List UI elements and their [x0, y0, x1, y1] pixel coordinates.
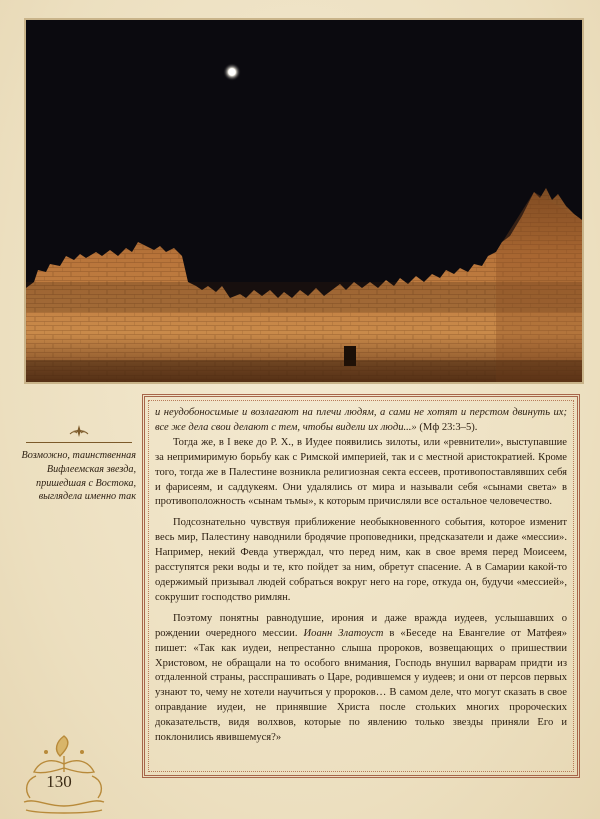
- paragraph-quote-end: [155, 406, 567, 436]
- caption-rule: [26, 442, 132, 443]
- photo-caption: [20, 449, 138, 504]
- text-run: в «Беседе на Евангелие от Матфея» пишет: «Так как иудеи, непрестанно слыша пророков, возвещающих о пришествии Христовом, не обращали на то особого внимания, Господь внушил варварам придти из отдаленной страны, расспрашивать о Царе, родившемся у иудеев; и они от персов первых узнают то, чему не хотели научиться у пророков… В самом деле, что могут сказать в свое оправдание иудеи, не принявшие Христа после стольких многих пророческих доказательств, видя волхвов, которые по явлению только звезды приняли Его и поклонились явившемуся?»: [155, 627, 567, 744]
- night-walls-photo: [24, 18, 584, 384]
- quote-text: и неудобоносимые и возлагают на плечи людям, а сами не хотят и перстом двинуть их; все же дела свои делают с тем, чтобы видели их люди...»: [155, 407, 567, 433]
- paragraph-messiahs: Подсознательно чувствуя приближение необыкновенного события, которое изменит весь мир, Палестину наводнили бродячие проповедники, предсказатели и даже «мессии». Например, некий Февда утверждал, что перед ним, как в свое время перед Моисеем, расступятся реки воды и те, кто пойдет за ним, обретут спасение. А в Самарии какой-то одержимый призывал людей собраться вокруг него на горе, откуда он, будучи «мессией», сокрушит господство римлян.: [155, 517, 567, 603]
- scripture-reference: (Мф 23:3–5).: [416, 421, 478, 433]
- author-name: Иоанн Златоуст: [303, 627, 384, 639]
- text-run: Поэтому понятны равнодушие, ирония и даже вражда иудеев, услышавших о рождении очередного мессии.: [155, 612, 567, 639]
- caption-line: Возможно, таинственная: [21, 450, 136, 461]
- paragraph-chrysostom: [155, 612, 567, 746]
- photo-caption-block: [20, 424, 138, 504]
- text-frame: [142, 394, 580, 778]
- caption-line: пришедшая с Востока,: [36, 477, 136, 489]
- city-wall-illustration: [26, 20, 582, 382]
- caption-line: Вифлеемская звезда,: [46, 463, 136, 475]
- body-text: [155, 406, 567, 746]
- page-number: 130: [46, 772, 72, 791]
- star-ornament-icon: [20, 424, 138, 438]
- caption-line: выглядела именно так: [38, 491, 136, 503]
- paragraph-zealots: Тогда же, в I веке до Р. Х., в Иудее появились зилоты, или «ревнители», выступавшие за непримиримую борьбу как с Римской империей, так и с местной аристократией. Кроме того, тогда же в Палестине возникла религиозная секта ессеев, противопоставлявших себя и фарисеям, и саддукеям. Они удалялись от мира и называли себя «сынами света» в противоположность «сынам тьмы», к которым причисляли все остальное человечество.: [155, 436, 567, 508]
